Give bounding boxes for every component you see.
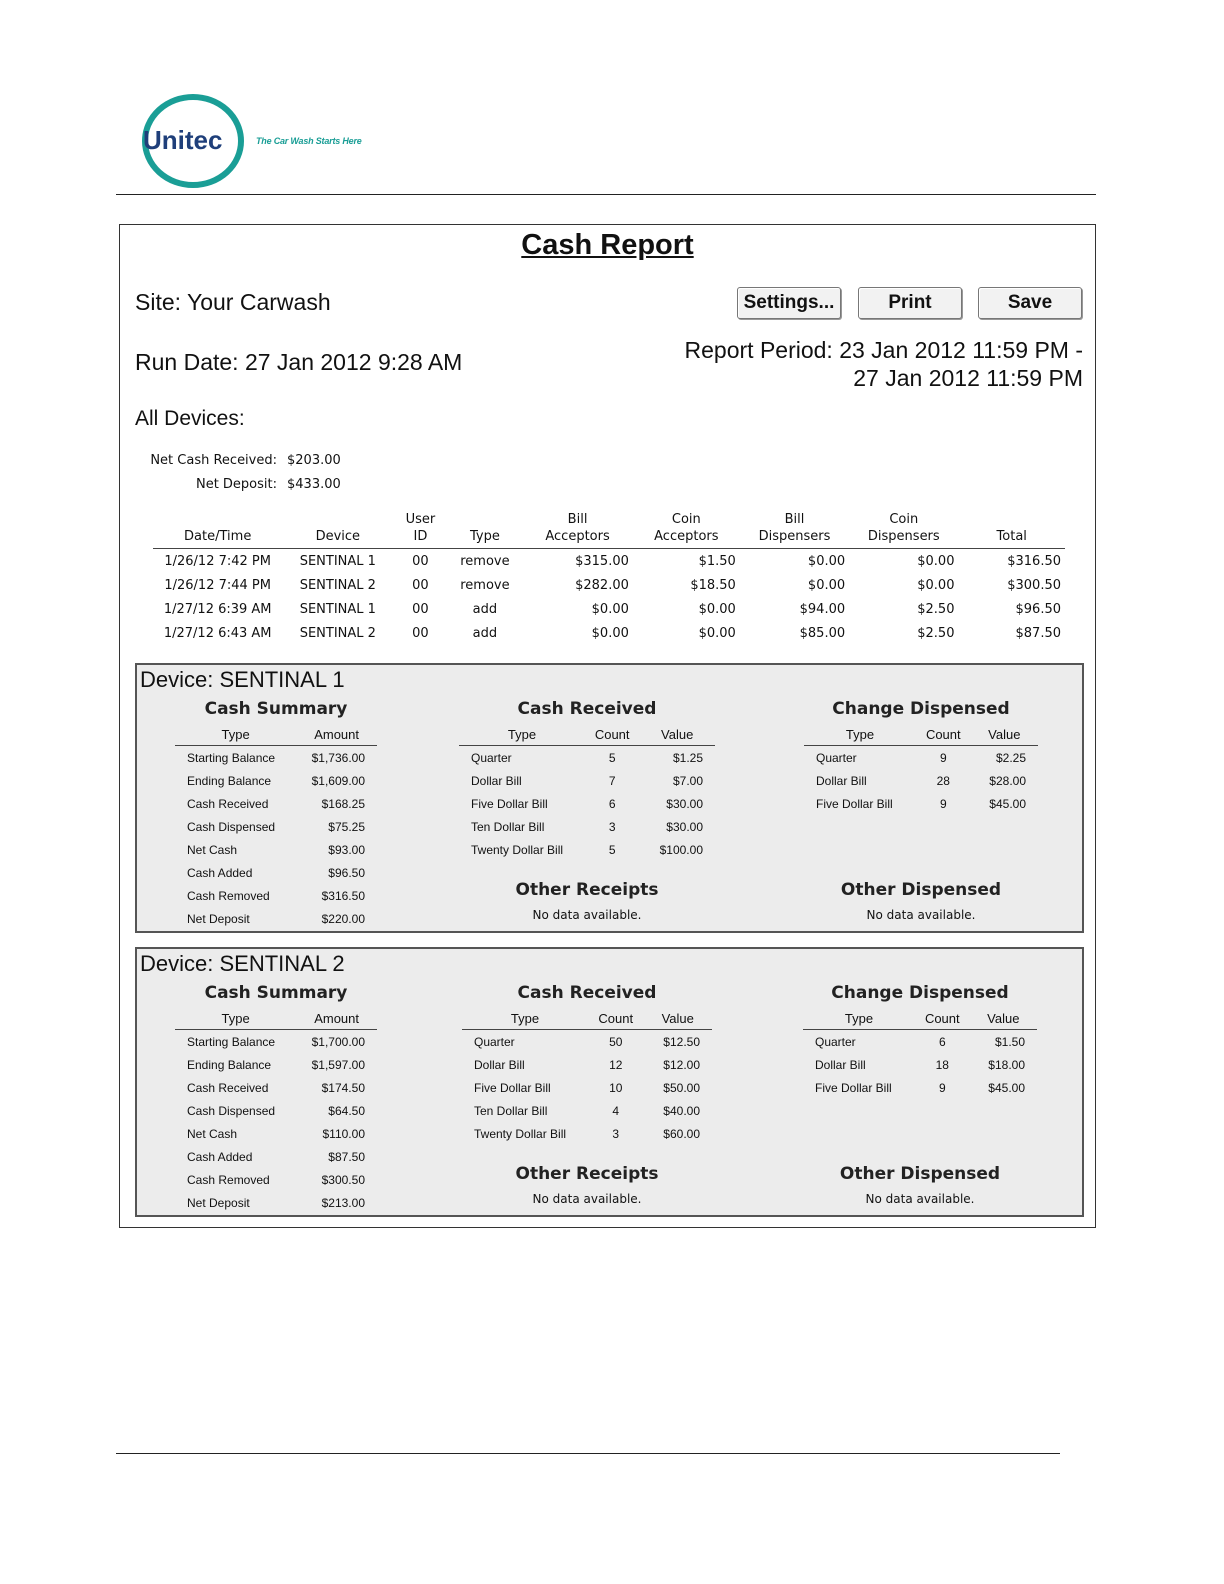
- cell-datetime: 1/26/12 7:44 PM: [164, 577, 271, 593]
- cell-type: Five Dollar Bill: [815, 1080, 892, 1095]
- cell-coin-acceptors: $0.00: [698, 625, 736, 641]
- col-type: Type: [804, 725, 916, 746]
- net-cash-received-value: $203.00: [287, 453, 341, 468]
- other-receipts-heading: Other Receipts: [515, 880, 659, 900]
- cell-type: Quarter: [816, 750, 857, 765]
- col-coin-disp-2: Dispensers: [867, 529, 940, 544]
- cell-type: Quarter: [815, 1034, 856, 1049]
- report-period: [685, 336, 1083, 392]
- cell-bill-acceptors: $315.00: [575, 553, 629, 569]
- col-value: Value: [639, 725, 715, 746]
- cell-bill-acceptors: $0.00: [591, 601, 629, 617]
- col-type: Type: [462, 1009, 588, 1030]
- cell-count: 3: [612, 1126, 620, 1141]
- col-count: Count: [588, 1009, 644, 1030]
- table-row: [175, 1099, 377, 1122]
- cell-amount: $213.00: [321, 1195, 365, 1210]
- cell-device: SENTINAL 2: [299, 577, 376, 593]
- table-row: [175, 1076, 377, 1099]
- cell-type: Net Cash: [187, 1126, 238, 1141]
- table-row: [175, 907, 377, 930]
- cell-count: 50: [609, 1034, 623, 1049]
- col-count: Count: [916, 725, 971, 746]
- cell-total: $96.50: [1015, 601, 1061, 617]
- cell-device: SENTINAL 2: [299, 625, 376, 641]
- col-total: Total: [958, 511, 1065, 549]
- cell-amount: $174.50: [321, 1080, 365, 1095]
- cell-type: Five Dollar Bill: [471, 796, 548, 811]
- cell-bill-acceptors: $282.00: [575, 577, 629, 593]
- col-datetime: Date/Time: [153, 511, 282, 549]
- table-row: [153, 573, 1065, 597]
- cell-count: 4: [612, 1103, 620, 1118]
- table-row: [459, 792, 715, 815]
- footer-divider: [116, 1453, 1060, 1454]
- cell-amount: $96.50: [328, 865, 365, 880]
- cell-amount: $93.00: [328, 842, 365, 857]
- cell-user-id: 00: [412, 577, 429, 593]
- cell-device: SENTINAL 1: [299, 553, 376, 569]
- cash-received-table: [462, 1009, 712, 1145]
- cell-type: add: [472, 625, 498, 641]
- cell-type: Cash Dispensed: [187, 1103, 276, 1118]
- other-receipts-heading: Other Receipts: [515, 1164, 659, 1184]
- change-dispensed-table: [804, 725, 1038, 815]
- col-bill-acceptors: [522, 511, 633, 549]
- cell-type: Starting Balance: [187, 1034, 276, 1049]
- brand-tagline: The Car Wash Starts Here: [256, 136, 362, 146]
- table-row: [175, 861, 377, 884]
- col-bill-acc-1: Bill: [567, 512, 588, 527]
- table-row: [462, 1030, 712, 1054]
- all-devices-heading: All Devices:: [135, 407, 245, 430]
- table-row: [804, 746, 1038, 770]
- cell-type: Five Dollar Bill: [474, 1080, 551, 1095]
- site-label: Site: Your Carwash: [135, 289, 331, 315]
- cell-type: Twenty Dollar Bill: [474, 1126, 567, 1141]
- change-dispensed-heading: Change Dispensed: [832, 699, 1010, 719]
- table-row: [804, 769, 1038, 792]
- col-amount: Amount: [296, 1009, 377, 1030]
- col-bill-disp-1: Bill: [784, 512, 805, 527]
- col-value: Value: [970, 1009, 1037, 1030]
- col-coin-acc-2: Acceptors: [654, 529, 719, 544]
- cell-value: $45.00: [989, 796, 1026, 811]
- cell-type: Five Dollar Bill: [816, 796, 893, 811]
- cell-type: Net Deposit: [187, 1195, 250, 1210]
- cell-total: $316.50: [1007, 553, 1061, 569]
- col-bill-acc-2: Acceptors: [545, 529, 610, 544]
- cell-type: Dollar Bill: [471, 773, 522, 788]
- table-row: [803, 1030, 1037, 1054]
- cell-count: 9: [939, 796, 947, 811]
- cell-value: $40.00: [663, 1103, 700, 1118]
- cell-amount: $1,700.00: [311, 1034, 365, 1049]
- other-dispensed-heading: Other Dispensed: [839, 1164, 1001, 1184]
- cell-bill-acceptors: $0.00: [591, 625, 629, 641]
- cell-type: Cash Dispensed: [187, 819, 276, 834]
- cell-user-id: 00: [412, 625, 429, 641]
- col-amount: Amount: [296, 725, 377, 746]
- cell-count: 5: [608, 842, 616, 857]
- col-value: Value: [971, 725, 1038, 746]
- cell-type: add: [472, 601, 498, 617]
- col-coin-acc-1: Coin: [671, 512, 701, 527]
- cell-type: Starting Balance: [187, 750, 276, 765]
- table-row: [803, 1053, 1037, 1076]
- cash-report-window: [119, 224, 1096, 1228]
- cell-value: $45.00: [988, 1080, 1025, 1095]
- cell-amount: $300.50: [321, 1172, 365, 1187]
- cash-received-table: [459, 725, 715, 861]
- table-row: [175, 1122, 377, 1145]
- report-period-end: 27 Jan 2012 11:59 PM: [853, 365, 1083, 391]
- cell-count: 6: [938, 1034, 946, 1049]
- other-dispensed-no-data: No data available.: [865, 1192, 975, 1206]
- cell-bill-dispensers: $0.00: [807, 553, 846, 569]
- table-row: [153, 621, 1065, 645]
- cell-type: Quarter: [474, 1034, 515, 1049]
- cell-coin-acceptors: $18.50: [690, 577, 736, 593]
- cell-amount: $75.25: [328, 819, 365, 834]
- cell-type: Dollar Bill: [816, 773, 867, 788]
- cell-value: $28.00: [989, 773, 1026, 788]
- cash-summary-heading: Cash Summary: [204, 983, 348, 1003]
- cell-type: Dollar Bill: [474, 1057, 525, 1072]
- cell-value: $7.00: [672, 773, 703, 788]
- header-divider: [116, 194, 1096, 195]
- cell-count: 28: [936, 773, 950, 788]
- cash-received-heading: Cash Received: [517, 983, 657, 1003]
- cell-type: Cash Added: [187, 1149, 253, 1164]
- cell-count: 5: [608, 750, 616, 765]
- run-date: Run Date: 27 Jan 2012 9:28 AM: [135, 349, 463, 375]
- cell-coin-dispensers: $0.00: [917, 553, 955, 569]
- col-value: Value: [644, 1009, 713, 1030]
- cell-type: Twenty Dollar Bill: [471, 842, 564, 857]
- cell-coin-dispensers: $0.00: [917, 577, 955, 593]
- net-deposit-label: Net Deposit:: [195, 477, 277, 492]
- logo-text: Unitec: [143, 125, 223, 155]
- cell-value: $1.25: [672, 750, 703, 765]
- cell-bill-dispensers: $0.00: [807, 577, 846, 593]
- other-receipts-no-data: No data available.: [532, 1192, 642, 1206]
- table-row: [175, 1191, 377, 1214]
- col-count: Count: [585, 725, 639, 746]
- cell-amount: $168.25: [321, 796, 365, 811]
- table-row: [459, 769, 715, 792]
- other-dispensed-heading: Other Dispensed: [840, 880, 1002, 900]
- cell-amount: $1,597.00: [311, 1057, 365, 1072]
- cell-value: $50.00: [663, 1080, 700, 1095]
- table-row: [175, 884, 377, 907]
- table-row: [175, 1168, 377, 1191]
- table-row: [462, 1076, 712, 1099]
- cell-type: Net Deposit: [187, 911, 250, 926]
- transactions-header-row: [153, 511, 1065, 549]
- table-row: [175, 1030, 377, 1054]
- cell-type: Cash Added: [187, 865, 253, 880]
- cell-total: $300.50: [1007, 577, 1061, 593]
- cell-count: 6: [608, 796, 616, 811]
- table-row: [153, 549, 1065, 574]
- col-type: Type: [448, 511, 523, 549]
- cell-type: remove: [460, 553, 510, 569]
- table-row: [459, 838, 715, 861]
- table-row: [175, 1145, 377, 1168]
- table-row: [175, 815, 377, 838]
- cash-summary-heading: Cash Summary: [204, 699, 348, 719]
- cell-type: Ten Dollar Bill: [471, 819, 545, 834]
- cell-type: Ending Balance: [187, 1057, 272, 1072]
- transactions-table: [153, 511, 1065, 645]
- device-panel-sentinal-1: [135, 663, 1084, 933]
- report-period-start: Report Period: 23 Jan 2012 11:59 PM -: [684, 337, 1083, 363]
- cell-total: $87.50: [1015, 625, 1061, 641]
- print-button[interactable]: Print: [858, 287, 962, 319]
- col-coin-dispensers: [849, 511, 958, 549]
- table-row: [462, 1053, 712, 1076]
- net-cash-received-label: Net Cash Received:: [150, 453, 277, 468]
- cell-user-id: 00: [412, 553, 429, 569]
- cell-count: 7: [608, 773, 616, 788]
- cell-type: Dollar Bill: [815, 1057, 866, 1072]
- device-title: Device: SENTINAL 2: [140, 951, 345, 976]
- col-user-id-1: User: [405, 512, 436, 527]
- table-row: [459, 746, 715, 770]
- table-row: [804, 792, 1038, 815]
- other-dispensed-no-data: No data available.: [866, 908, 976, 922]
- cash-received-heading: Cash Received: [517, 699, 657, 719]
- cell-value: $12.50: [663, 1034, 700, 1049]
- col-type: Type: [803, 1009, 915, 1030]
- table-row: [462, 1099, 712, 1122]
- unitec-logo: [140, 94, 246, 190]
- cell-type: Quarter: [471, 750, 512, 765]
- col-type: Type: [175, 725, 296, 746]
- col-bill-disp-2: Dispensers: [758, 529, 831, 544]
- cell-count: 10: [609, 1080, 623, 1095]
- cell-datetime: 1/27/12 6:39 AM: [163, 601, 272, 617]
- cell-amount: $87.50: [328, 1149, 365, 1164]
- cell-datetime: 1/26/12 7:42 PM: [164, 553, 271, 569]
- cell-amount: $64.50: [328, 1103, 365, 1118]
- cell-value: $2.25: [995, 750, 1026, 765]
- table-row: [459, 815, 715, 838]
- cell-type: Cash Received: [187, 796, 269, 811]
- cell-coin-dispensers: $2.50: [917, 625, 955, 641]
- cell-value: $60.00: [663, 1126, 700, 1141]
- change-dispensed-table: [803, 1009, 1037, 1099]
- device-panel-sentinal-2: [135, 947, 1084, 1217]
- cell-bill-dispensers: $94.00: [799, 601, 846, 617]
- table-row: [175, 838, 377, 861]
- col-count: Count: [915, 1009, 970, 1030]
- cell-value: $30.00: [666, 819, 703, 834]
- cell-device: SENTINAL 1: [299, 601, 376, 617]
- cell-amount: $220.00: [321, 911, 365, 926]
- cell-value: $18.00: [988, 1057, 1025, 1072]
- cell-coin-dispensers: $2.50: [917, 601, 955, 617]
- table-row: [175, 792, 377, 815]
- cell-value: $100.00: [659, 842, 703, 857]
- table-row: [153, 597, 1065, 621]
- device-title: Device: SENTINAL 1: [140, 667, 345, 692]
- cell-type: remove: [460, 577, 510, 593]
- cell-count: 12: [609, 1057, 623, 1072]
- other-receipts-no-data: No data available.: [532, 908, 642, 922]
- col-user-id-2: ID: [413, 529, 428, 544]
- cell-value: $1.50: [994, 1034, 1025, 1049]
- cell-amount: $1,609.00: [311, 773, 365, 788]
- cell-coin-acceptors: $0.00: [698, 601, 736, 617]
- col-user-id: [393, 511, 447, 549]
- cell-count: 9: [938, 1080, 946, 1095]
- col-device: Device: [282, 511, 393, 549]
- cell-amount: $110.00: [322, 1126, 365, 1141]
- cell-count: 18: [935, 1057, 949, 1072]
- col-type: Type: [175, 1009, 296, 1030]
- col-type: Type: [459, 725, 585, 746]
- cell-datetime: 1/27/12 6:43 AM: [163, 625, 272, 641]
- cell-value: $30.00: [666, 796, 703, 811]
- report-title: Cash Report: [521, 229, 694, 261]
- cash-summary-table: [175, 725, 377, 930]
- cell-type: Net Cash: [187, 842, 238, 857]
- cell-amount: $1,736.00: [311, 750, 365, 765]
- cell-type: Cash Received: [187, 1080, 269, 1095]
- save-button[interactable]: Save: [978, 287, 1082, 319]
- cash-summary-table: [175, 1009, 377, 1214]
- cell-count: 9: [939, 750, 947, 765]
- table-row: [175, 1053, 377, 1076]
- cell-type: Ten Dollar Bill: [474, 1103, 548, 1118]
- col-coin-disp-1: Coin: [889, 512, 919, 527]
- cell-type: Cash Removed: [187, 888, 270, 903]
- cell-bill-dispensers: $85.00: [799, 625, 846, 641]
- col-coin-acceptors: [633, 511, 740, 549]
- settings-button[interactable]: Settings...: [737, 287, 841, 319]
- cell-user-id: 00: [412, 601, 429, 617]
- table-row: [175, 769, 377, 792]
- table-row: [175, 746, 377, 770]
- cell-coin-acceptors: $1.50: [698, 553, 736, 569]
- net-deposit-value: $433.00: [287, 477, 341, 492]
- table-row: [803, 1076, 1037, 1099]
- change-dispensed-heading: Change Dispensed: [831, 983, 1009, 1003]
- cell-type: Ending Balance: [187, 773, 272, 788]
- cell-count: 3: [608, 819, 616, 834]
- table-row: [462, 1122, 712, 1145]
- cell-type: Cash Removed: [187, 1172, 270, 1187]
- cell-amount: $316.50: [321, 888, 365, 903]
- cell-value: $12.00: [663, 1057, 700, 1072]
- col-bill-dispensers: [740, 511, 849, 549]
